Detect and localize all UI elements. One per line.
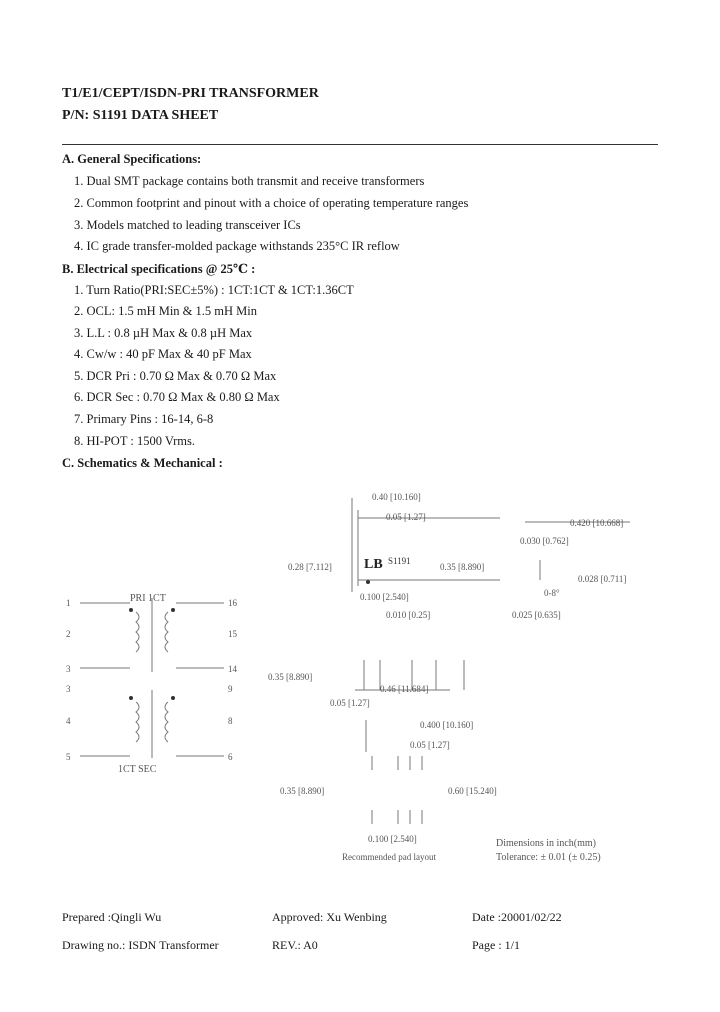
dim-lead: 0.030 [0.762] xyxy=(520,536,569,546)
electrical-spec-item: 3. L.L : 0.8 µH Max & 0.8 µH Max xyxy=(74,326,253,340)
dim-height: 0.35 [8.890] xyxy=(440,562,485,572)
general-spec-item: 1. Dual SMT package contains both transmit and receive transformers xyxy=(74,174,425,188)
dim-foot-width: 0.60 [15.240] xyxy=(448,786,497,796)
electrical-spec-item: 5. DCR Pri : 0.70 Ω Max & 0.70 Ω Max xyxy=(74,369,277,383)
pin-left: 4 xyxy=(66,716,71,726)
dim-foot-width-small: 0.05 [1.27] xyxy=(410,740,450,750)
dim-gap: 0.028 [0.711] xyxy=(578,574,627,584)
pin-right: 15 xyxy=(228,629,237,639)
part-number-title: P/N: S1191 DATA SHEET xyxy=(62,108,219,123)
dim-tolerance: 0.010 [0.25] xyxy=(386,610,431,620)
pin-right: 14 xyxy=(228,664,237,674)
dim-right: 0.420 [10.668] xyxy=(570,518,624,528)
general-spec-item: 3. Models matched to leading transceiver ICs xyxy=(74,218,301,232)
pin-right: 6 xyxy=(228,752,233,762)
package-side-view xyxy=(268,660,464,708)
prepared-by: Prepared :Qingli Wu xyxy=(62,910,162,924)
header-divider xyxy=(62,144,658,145)
tolerance-note: Tolerance: ± 0.01 (± 0.25) xyxy=(496,852,601,863)
dim-pin-space: 0.05 [1.27] xyxy=(386,512,426,522)
pad-layout xyxy=(280,720,497,862)
dim-pad-row: 0.05 [1.27] xyxy=(330,698,370,708)
page-number: Page : 1/1 xyxy=(472,938,520,952)
pin-right: 9 xyxy=(228,684,233,694)
electrical-spec-item: 2. OCL: 1.5 mH Min & 1.5 mH Min xyxy=(74,304,257,318)
schematics-heading: C. Schematics & Mechanical : xyxy=(62,456,223,470)
approved-by: Approved: Xu Wenbing xyxy=(272,910,387,924)
dim-row-spacing: 0.400 [10.160] xyxy=(420,720,474,730)
pin-left: 3 xyxy=(66,684,71,694)
primary-label: PRI 1CT xyxy=(130,593,166,604)
dim-pad-width: 0.025 [0.635] xyxy=(512,610,561,620)
electrical-spec-item: 6. DCR Sec : 0.70 Ω Max & 0.80 Ω Max xyxy=(74,390,280,404)
document-title: T1/E1/CEPT/ISDN-PRI TRANSFORMER xyxy=(62,86,319,101)
dim-side: 0.35 [8.890] xyxy=(268,672,313,682)
electrical-spec-item: 7. Primary Pins : 16-14, 6-8 xyxy=(74,412,214,426)
pin-right: 16 xyxy=(228,598,237,608)
schematic-drawing xyxy=(0,480,720,880)
pin-left: 5 xyxy=(66,752,71,762)
pad-layout-label: Recommended pad layout xyxy=(342,852,436,862)
dim-side-pad: 0.35 [8.890] xyxy=(280,786,325,796)
transformer-schematic xyxy=(66,593,238,775)
general-spec-item: 4. IC grade transfer-molded package withstands 235°C IR reflow xyxy=(74,239,400,253)
dim-top-width: 0.40 [10.160] xyxy=(372,492,421,502)
general-spec-item: 2. Common footprint and pinout with a choice of operating temperature ranges xyxy=(74,196,469,210)
dim-body-height: 0.28 [7.112] xyxy=(288,562,332,572)
package-top-view xyxy=(288,492,630,620)
pin-right: 8 xyxy=(228,716,233,726)
dimensions-note: Dimensions in inch(mm) xyxy=(496,838,596,849)
pin-left: 3 xyxy=(66,664,71,674)
dim-pitch: 0.100 [2.540] xyxy=(360,592,409,602)
pin-left: 1 xyxy=(66,598,71,608)
dim-pad-pitch: 0.100 [2.540] xyxy=(368,834,417,844)
dim-angle: 0-8° xyxy=(544,588,560,598)
logo-mark: LB xyxy=(364,557,383,572)
electrical-spec-item: 4. Cw/w : 40 pF Max & 40 pF Max xyxy=(74,347,252,361)
general-spec-heading: A. General Specifications: xyxy=(62,152,202,166)
pin-left: 2 xyxy=(66,629,71,639)
electrical-spec-heading: B. Electrical specifications @ 25℃ : xyxy=(62,262,256,276)
dim-foot-height: 0.46 [11.684] xyxy=(380,684,429,694)
document-date: Date :20001/02/22 xyxy=(472,910,562,924)
electrical-spec-item: 1. Turn Ratio(PRI:SEC±5%) : 1CT:1CT & 1CT:1.36CT xyxy=(74,283,354,297)
part-id-mark: S1191 xyxy=(388,556,411,566)
revision: REV.: A0 xyxy=(272,938,318,952)
secondary-label: 1CT SEC xyxy=(118,764,157,775)
drawing-number: Drawing no.: ISDN Transformer xyxy=(62,938,219,952)
electrical-spec-item: 8. HI-POT : 1500 Vrms. xyxy=(74,434,196,448)
